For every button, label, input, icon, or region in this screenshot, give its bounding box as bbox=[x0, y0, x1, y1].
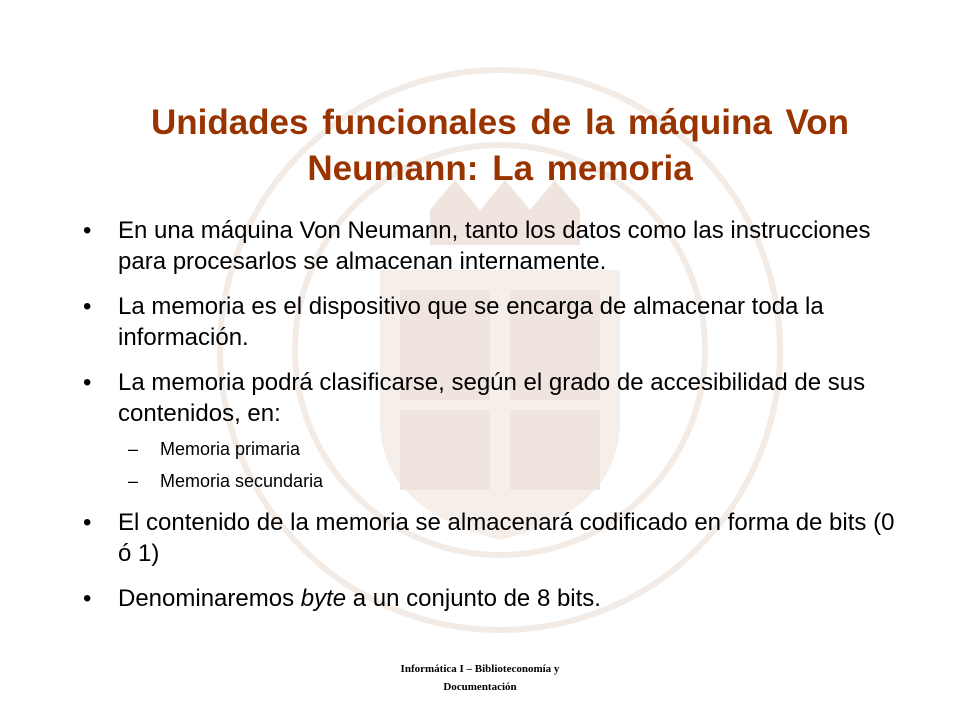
bullet-symbol: • bbox=[83, 509, 92, 536]
slide-title bbox=[70, 100, 930, 192]
bullet-item bbox=[80, 291, 900, 353]
dash-symbol: – bbox=[128, 439, 139, 459]
bullet-symbol: • bbox=[83, 585, 92, 612]
bullet-text: En una máquina Von Neumann, tanto los datos como las instrucciones para procesarlos se almacenan internamente. bbox=[118, 217, 871, 275]
bullet-text-emphasis: byte bbox=[300, 585, 347, 612]
bullet-symbol: • bbox=[83, 293, 92, 320]
sub-bullet-text: Memoria primaria bbox=[160, 439, 301, 459]
slide-content bbox=[80, 215, 900, 628]
bullet-text: El contenido de la memoria se almacenará codificado en forma de bits (0 ó 1) bbox=[118, 509, 895, 567]
bullet-symbol: • bbox=[83, 369, 92, 396]
bullet-text-after: a un conjunto de 8 bits. bbox=[346, 585, 601, 612]
bullet-text-before: Denominaremos bbox=[118, 585, 301, 612]
title-line-2: Neumann: La memoria bbox=[307, 149, 693, 188]
footer-line-1: Informática I – Biblioteconomía y bbox=[400, 663, 560, 675]
bullet-symbol: • bbox=[83, 217, 92, 244]
footer-line-2: Documentación bbox=[443, 681, 517, 693]
bullet-item bbox=[80, 583, 900, 614]
slide-footer bbox=[330, 660, 630, 696]
bullet-text: La memoria es el dispositivo que se encarga de almacenar toda la información. bbox=[118, 293, 824, 351]
sub-bullet-item bbox=[80, 437, 900, 461]
bullet-item bbox=[80, 215, 900, 277]
sub-bullet-text: Memoria secundaria bbox=[160, 471, 324, 491]
bullet-item bbox=[80, 507, 900, 569]
bullet-item bbox=[80, 367, 900, 429]
bullet-text: La memoria podrá clasificarse, según el grado de accesibilidad de sus contenidos, en: bbox=[118, 369, 866, 427]
title-line-1: Unidades funcionales de la máquina Von bbox=[150, 103, 850, 142]
sub-bullet-item bbox=[80, 469, 900, 493]
dash-symbol: – bbox=[128, 471, 139, 491]
